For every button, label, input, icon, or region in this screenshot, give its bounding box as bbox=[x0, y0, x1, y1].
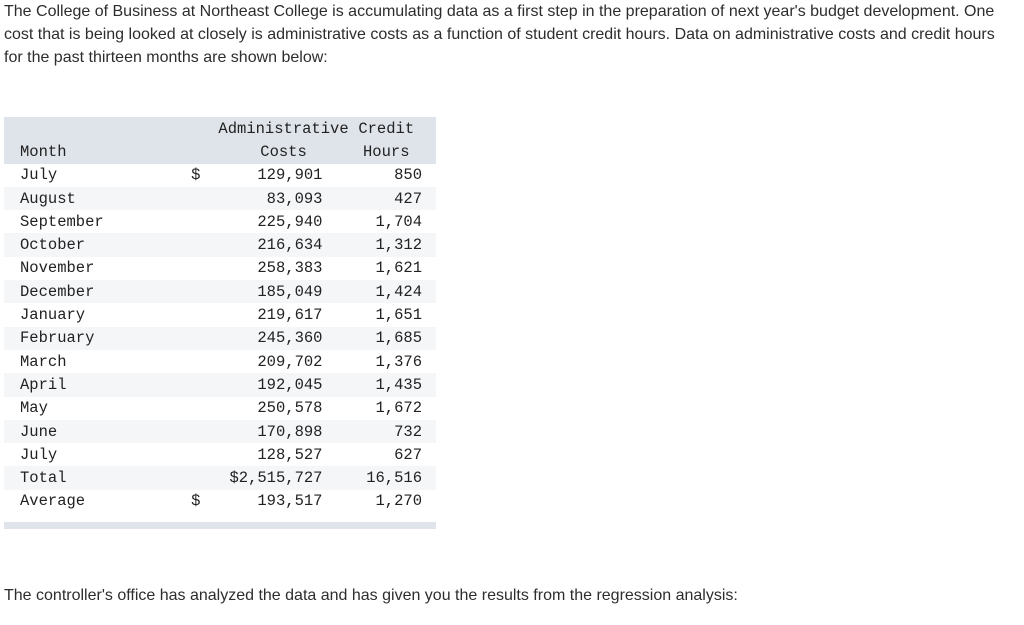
month-cell: June bbox=[4, 420, 191, 443]
header-hours-line2: Hours bbox=[350, 140, 436, 163]
header-month: Month bbox=[4, 140, 191, 163]
currency-cell bbox=[191, 397, 216, 420]
hours-cell: 1,312 bbox=[350, 233, 436, 256]
currency-cell bbox=[191, 257, 216, 280]
currency-cell bbox=[191, 327, 216, 350]
table-row bbox=[4, 327, 436, 350]
table-row bbox=[4, 257, 436, 280]
header-hours-line1: Credit bbox=[350, 117, 436, 140]
cost-cell: 209,702 bbox=[257, 352, 323, 371]
currency-cell: $ bbox=[191, 492, 201, 511]
table-footer-bar bbox=[4, 522, 436, 529]
hours-cell: 1,651 bbox=[375, 306, 422, 325]
hours-cell: 1,376 bbox=[375, 352, 422, 371]
table-row bbox=[4, 164, 436, 187]
hours-cell: 1,621 bbox=[375, 259, 422, 278]
outro-paragraph: The controller's office has analyzed the data and has given you the results from the regression analysis: bbox=[4, 587, 738, 604]
hours-cell: 1,424 bbox=[350, 280, 436, 303]
table-row bbox=[4, 373, 436, 396]
table-row bbox=[4, 490, 436, 513]
cost-cell: 192,045 bbox=[217, 373, 351, 396]
cost-cell: 225,940 bbox=[257, 212, 323, 231]
currency-cell bbox=[191, 466, 216, 489]
intro-paragraph: The College of Business at Northeast College is accumulating data as a first step in the preparation of next year's budget development. One cost that is being looked at closely is administrative costs as a function of student credit hours. Data on administrative costs and credit hours for the past thirteen months are shown below: bbox=[4, 3, 995, 66]
cost-cell: 219,617 bbox=[257, 306, 323, 325]
cost-cell: 258,383 bbox=[257, 259, 323, 278]
month-cell: July bbox=[20, 166, 58, 185]
month-cell: August bbox=[4, 187, 191, 210]
month-cell: September bbox=[20, 212, 104, 231]
hours-cell: 732 bbox=[350, 420, 436, 443]
hours-cell: 1,672 bbox=[375, 399, 422, 418]
currency-cell bbox=[191, 233, 216, 256]
cost-cell: 83,093 bbox=[217, 187, 351, 210]
table-row bbox=[4, 210, 436, 233]
month-cell: July bbox=[20, 445, 58, 464]
hours-cell: 1,704 bbox=[375, 212, 422, 231]
month-cell: February bbox=[4, 327, 191, 350]
month-cell: Total bbox=[4, 466, 191, 489]
currency-cell bbox=[191, 420, 216, 443]
currency-cell bbox=[191, 280, 216, 303]
cost-data-table bbox=[4, 117, 436, 513]
currency-cell: $ bbox=[191, 166, 201, 185]
cost-cell: 193,517 bbox=[257, 492, 323, 511]
cost-cell: 185,049 bbox=[217, 280, 351, 303]
hours-cell: 1,270 bbox=[375, 492, 422, 511]
month-cell: Average bbox=[20, 492, 86, 511]
month-cell: January bbox=[20, 306, 86, 325]
table-row bbox=[4, 280, 436, 303]
cost-cell: $2,515,727 bbox=[217, 466, 351, 489]
month-cell: November bbox=[20, 259, 95, 278]
table-row bbox=[4, 187, 436, 210]
table-row bbox=[4, 233, 436, 256]
month-cell: March bbox=[20, 352, 67, 371]
table-row bbox=[4, 466, 436, 489]
month-cell: December bbox=[4, 280, 191, 303]
month-cell: April bbox=[4, 373, 191, 396]
currency-cell bbox=[191, 443, 216, 466]
table-row bbox=[4, 397, 436, 420]
cost-cell: 128,527 bbox=[257, 445, 323, 464]
month-cell: May bbox=[20, 399, 48, 418]
table-row bbox=[4, 350, 436, 373]
cost-cell: 250,578 bbox=[257, 399, 323, 418]
cost-cell: 216,634 bbox=[217, 233, 351, 256]
hours-cell: 16,516 bbox=[350, 466, 436, 489]
table-row bbox=[4, 303, 436, 326]
hours-cell: 1,435 bbox=[350, 373, 436, 396]
hours-cell: 427 bbox=[350, 187, 436, 210]
cost-cell: 129,901 bbox=[257, 166, 323, 185]
hours-cell: 627 bbox=[394, 445, 422, 464]
currency-cell bbox=[191, 373, 216, 396]
currency-cell bbox=[191, 210, 216, 233]
header-month-spacer bbox=[4, 117, 191, 140]
currency-cell bbox=[191, 303, 216, 326]
cost-cell: 170,898 bbox=[217, 420, 351, 443]
header-costs-line1: Administrative bbox=[217, 117, 351, 140]
hours-cell: 1,685 bbox=[350, 327, 436, 350]
table-row bbox=[4, 443, 436, 466]
table-row bbox=[4, 420, 436, 443]
cost-cell: 245,360 bbox=[217, 327, 351, 350]
currency-cell bbox=[191, 187, 216, 210]
currency-cell bbox=[191, 350, 216, 373]
month-cell: October bbox=[4, 233, 191, 256]
header-costs-line2: Costs bbox=[217, 140, 351, 163]
hours-cell: 850 bbox=[394, 166, 422, 185]
